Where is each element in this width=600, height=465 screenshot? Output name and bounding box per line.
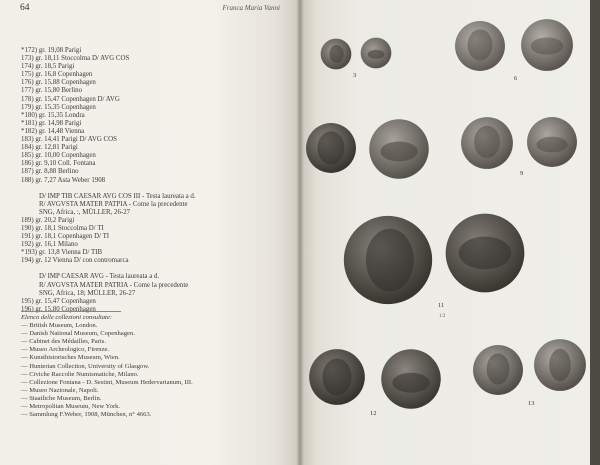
catalogue-entry: *182) gr. 14,48 Vienna: [21, 127, 85, 135]
catalogue-text: [21, 47, 289, 314]
catalogue-entry: 191) gr. 18,1 Copenhagen D/ TI: [21, 233, 110, 241]
coin-6-obverse: [454, 20, 506, 72]
catalogue-entry: 192) gr. 16,1 Milano: [21, 241, 78, 249]
page-header: [20, 3, 288, 17]
plate-number: 11: [438, 302, 445, 309]
catalogue-entry: 174) gr. 18,5 Parigi: [21, 63, 75, 71]
catalogue-entry: 186) gr. 9,10 Coll. Fontana: [21, 160, 96, 168]
obverse-description: D/ IMP TIB CAESAR AVG COS III - Testa laureata a d.: [39, 192, 196, 200]
legend-item: — Hunterian Collection, University of Glasgow.: [21, 362, 150, 370]
legend-title: Elenco delle collezioni consultate:: [21, 314, 113, 321]
entries-group-a: [21, 47, 289, 185]
type-description-b: [21, 193, 289, 217]
coin-obverse: [305, 122, 357, 174]
coin-3-obverse: [320, 38, 352, 70]
catalogue-entry: *181) gr. 14,98 Parigi: [21, 119, 82, 127]
coin-12-obverse: [308, 348, 366, 406]
coin-6-reverse: [520, 18, 574, 72]
legend-item: — Collezione Fontana - D. Sestini, Museum Hedervarianum, III.: [21, 378, 193, 386]
catalogue-entry: 194) gr. 12 Vienna D/ con contromarca: [21, 257, 129, 265]
catalogue-entry: 175) gr. 16,8 Copenhagen: [21, 71, 93, 79]
coin-12-reverse: [380, 348, 442, 410]
catalogue-entry: 190) gr. 18,1 Stoccolma D/ TI: [21, 224, 104, 232]
reverse-description: R/ AVGVSTA MATER PATPIA - Come la precedente: [39, 200, 188, 208]
legend-item: — Museo Archeologico, Firenze.: [21, 346, 110, 354]
legend-item: — Civiche Raccolte Numismatiche, Milano.: [21, 370, 139, 378]
legend-item: — Danish National Museum, Copenhagen.: [21, 330, 135, 338]
plate-number: 12: [370, 410, 377, 417]
catalogue-entry: 185) gr. 10,00 Copenhagen: [21, 152, 96, 160]
catalogue-entry: 196) gr. 15,80 Copenhagen: [21, 305, 96, 313]
catalogue-entry: 183) gr. 14,41 Parigi D/ AVG COS: [21, 136, 117, 144]
catalogue-entry: 178) gr. 15,47 Copenhagen D/ AVG: [21, 95, 120, 103]
reverse-description: R/ AVGVSTA MATER PATRIA - Come la precedente: [39, 281, 189, 289]
page-number: 64: [20, 3, 30, 13]
coin-13-obverse: [472, 344, 524, 396]
coin-reverse: [368, 118, 430, 180]
plate-number: 9: [520, 170, 524, 177]
catalogue-entry: 173) gr. 18,11 Stoccolma D/ AVG COS: [21, 55, 130, 63]
coin-11-obverse: [342, 214, 434, 306]
running-head: Franca Maria Vanni: [222, 4, 280, 12]
catalogue-entry: 187) gr. 8,88 Berlino: [21, 168, 79, 176]
type-description-c: [21, 273, 289, 297]
coin-13-reverse: [533, 338, 587, 392]
coin-plate: [300, 0, 590, 465]
legend-item: — British Museum, London.: [21, 322, 98, 330]
plate-number: 3: [353, 72, 357, 79]
entries-group-b: [21, 217, 289, 266]
reference: SNG, Africa, 18; MÜLLER, 26-27: [39, 289, 136, 297]
catalogue-entry: 179) gr. 15,35 Copenhagen: [21, 103, 96, 111]
legend-item: — Kunsthistorisches Museum, Wien.: [21, 354, 120, 362]
obverse-description: D/ IMP CAESAR AVG - Testa laureata a d.: [39, 273, 160, 281]
legend-item: — Metropolitan Museum, New York.: [21, 403, 121, 411]
reference: SNG, Africa, :, MÜLLER, 26-27: [39, 208, 131, 216]
coin-11-reverse: [444, 212, 526, 294]
catalogue-entry: *193) gr. 13,8 Vienna D/ TIB: [21, 249, 103, 257]
coin-9-obverse: [460, 116, 514, 170]
catalogue-entry: 176) gr. 15,88 Copenhagen: [21, 79, 96, 87]
page-edge: [590, 0, 600, 465]
legend-item: — Staatliche Museum, Berlin.: [21, 394, 102, 402]
scale-note: 1:2: [439, 314, 446, 319]
catalogue-entry: 195) gr. 15,47 Copenhagen: [21, 297, 96, 305]
catalogue-entry: 184) gr. 12,81 Parigi: [21, 144, 78, 152]
legend-rule: [21, 311, 121, 312]
plate-number: 13: [528, 400, 535, 407]
catalogue-entry: 177) gr. 15,80 Berlino: [21, 87, 83, 95]
coin-9-reverse: [526, 116, 578, 168]
collections-legend: [21, 311, 289, 419]
plate-number: 6: [514, 75, 518, 82]
catalogue-entry: *180) gr. 15,35 Londra: [21, 111, 85, 119]
legend-item: — Sammlung F.Weber, 1908, München, n° 4663.: [21, 411, 152, 419]
catalogue-entry: 189) gr. 20,2 Parigi: [21, 216, 75, 224]
catalogue-entry: 188) gr. 7,27 Asta Weber 1908: [21, 176, 106, 184]
legend-item: — Museo Nazionale, Napoli.: [21, 386, 99, 394]
catalogue-entry: *172) gr. 19,08 Parigi: [21, 47, 82, 54]
coin-3-reverse: [360, 37, 392, 69]
legend-item: — Cabinet des Médailles, Paris.: [21, 338, 106, 346]
